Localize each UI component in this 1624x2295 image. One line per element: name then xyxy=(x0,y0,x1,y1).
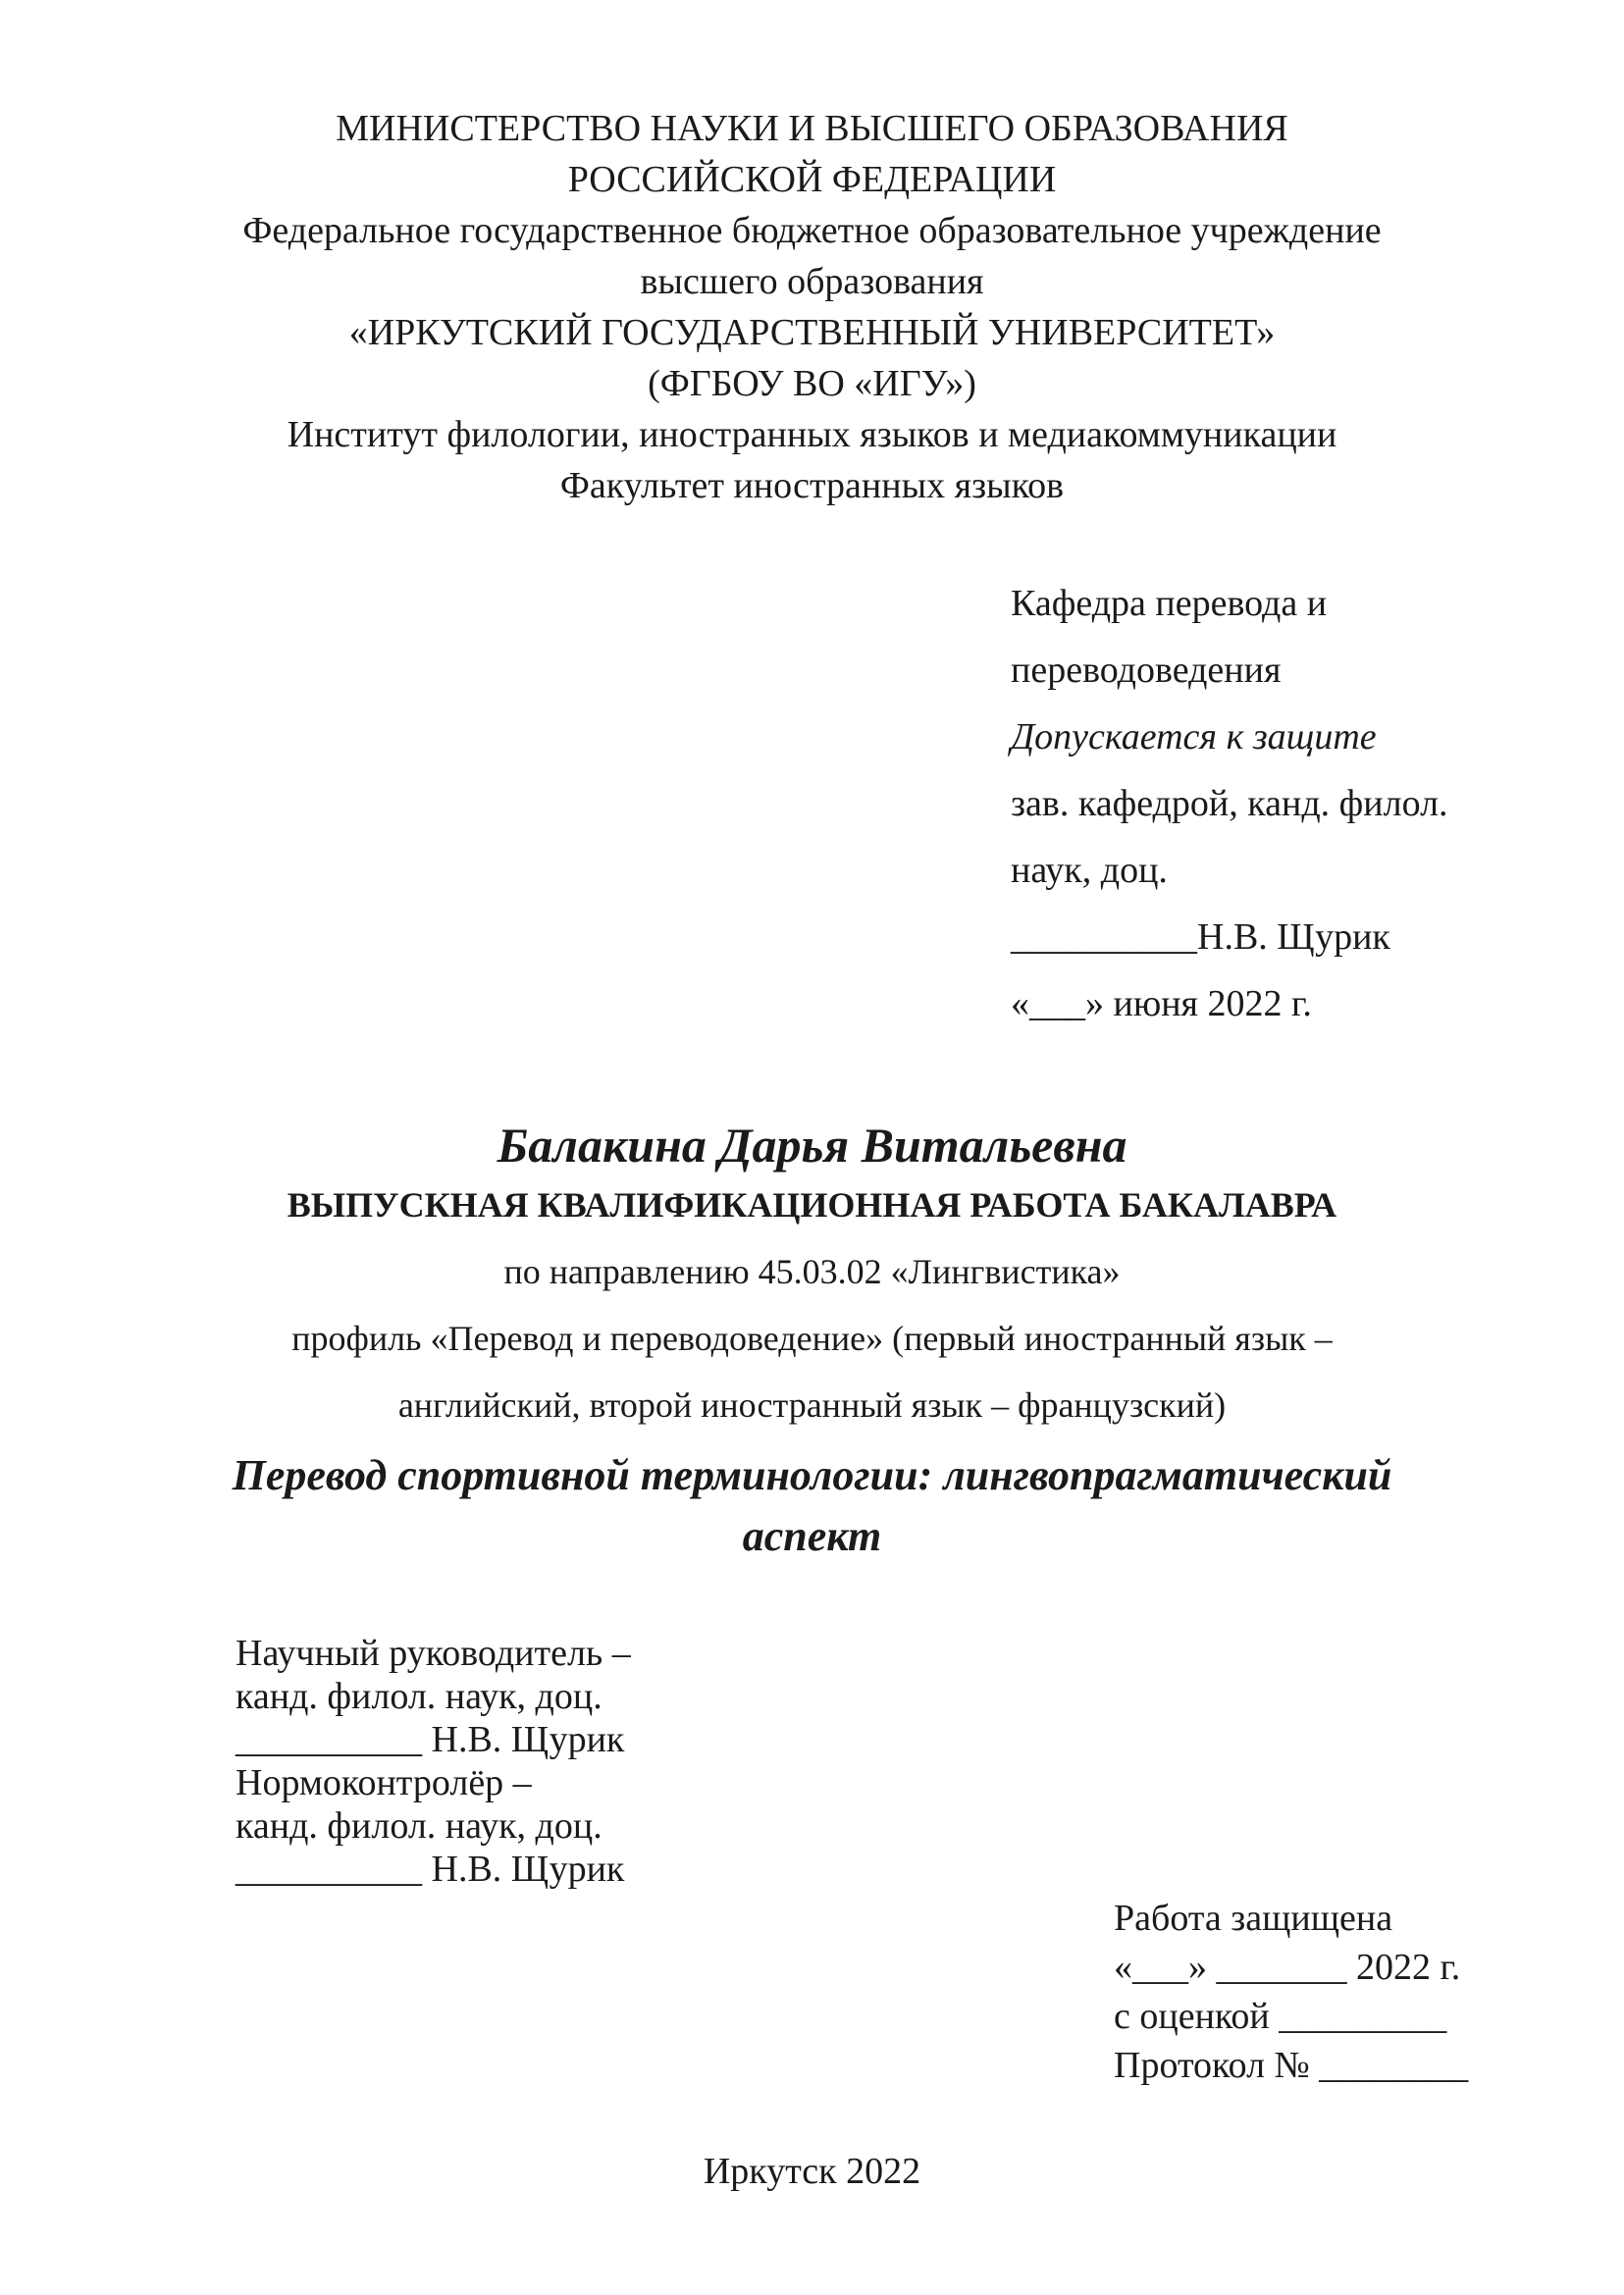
defense-status: Работа защищена xyxy=(1114,1898,1393,1939)
thesis-topic-line-2: аспект xyxy=(742,1512,882,1560)
head-of-department-line-1: зав. кафедрой, канд. филол. xyxy=(1011,783,1448,824)
normcontroller-signature: __________ Н.В. Щурик xyxy=(236,1849,625,1890)
work-type: ВЫПУСКНАЯ КВАЛИФИКАЦИОННАЯ РАБОТА БАКАЛАВРА xyxy=(287,1185,1337,1225)
head-signature: __________Н.В. Щурик xyxy=(1011,916,1390,958)
defense-grade: с оценкой _________ xyxy=(1114,1996,1447,2037)
study-direction: по направлению 45.03.02 «Лингвистика» xyxy=(503,1252,1121,1291)
defense-protocol: Протокол № ________ xyxy=(1114,2045,1469,2086)
admitted-to-defense: Допускается к защите xyxy=(1011,716,1377,757)
supervisor-role: Научный руководитель – xyxy=(236,1633,631,1674)
institute-name: Институт филологии, иностранных языков и медиакоммуникации xyxy=(287,414,1337,455)
study-profile-line-1: профиль «Перевод и переводоведение» (первый иностранный язык – xyxy=(291,1319,1333,1358)
study-profile-line-2: английский, второй иностранный язык – французский) xyxy=(397,1385,1227,1425)
institution-type-line-1: Федеральное государственное бюджетное образовательное учреждение xyxy=(242,210,1382,251)
department-line-1: Кафедра перевода и xyxy=(1011,583,1328,624)
approval-date: «___» июня 2022 г. xyxy=(1011,983,1312,1024)
university-abbreviation: (ФГБОУ ВО «ИГУ») xyxy=(648,363,976,404)
university-name: «ИРКУТСКИЙ ГОСУДАРСТВЕННЫЙ УНИВЕРСИТЕТ» xyxy=(348,312,1276,353)
institution-type-line-2: высшего образования xyxy=(640,261,984,302)
ministry-line-2: РОССИЙСКОЙ ФЕДЕРАЦИИ xyxy=(567,159,1057,200)
author-name: Балакина Дарья Витальевна xyxy=(497,1118,1127,1173)
normcontroller-degree: канд. филол. наук, доц. xyxy=(236,1805,602,1847)
defense-date: «___» _______ 2022 г. xyxy=(1114,1947,1461,1988)
faculty-name: Факультет иностранных языков xyxy=(559,465,1065,506)
department-line-2: переводоведения xyxy=(1011,650,1282,691)
supervisor-signature: __________ Н.В. Щурик xyxy=(236,1719,625,1760)
normcontroller-role: Нормоконтролёр – xyxy=(236,1762,532,1803)
head-of-department-line-2: наук, доц. xyxy=(1011,850,1168,891)
ministry-line-1: МИНИСТЕРСТВО НАУКИ И ВЫСШЕГО ОБРАЗОВАНИЯ xyxy=(336,108,1288,149)
thesis-topic-line-1: Перевод спортивной терминологии: лингвопрагматический xyxy=(232,1451,1392,1499)
city-year: Иркутск 2022 xyxy=(703,2151,921,2192)
supervisor-degree: канд. филол. наук, доц. xyxy=(236,1676,602,1717)
